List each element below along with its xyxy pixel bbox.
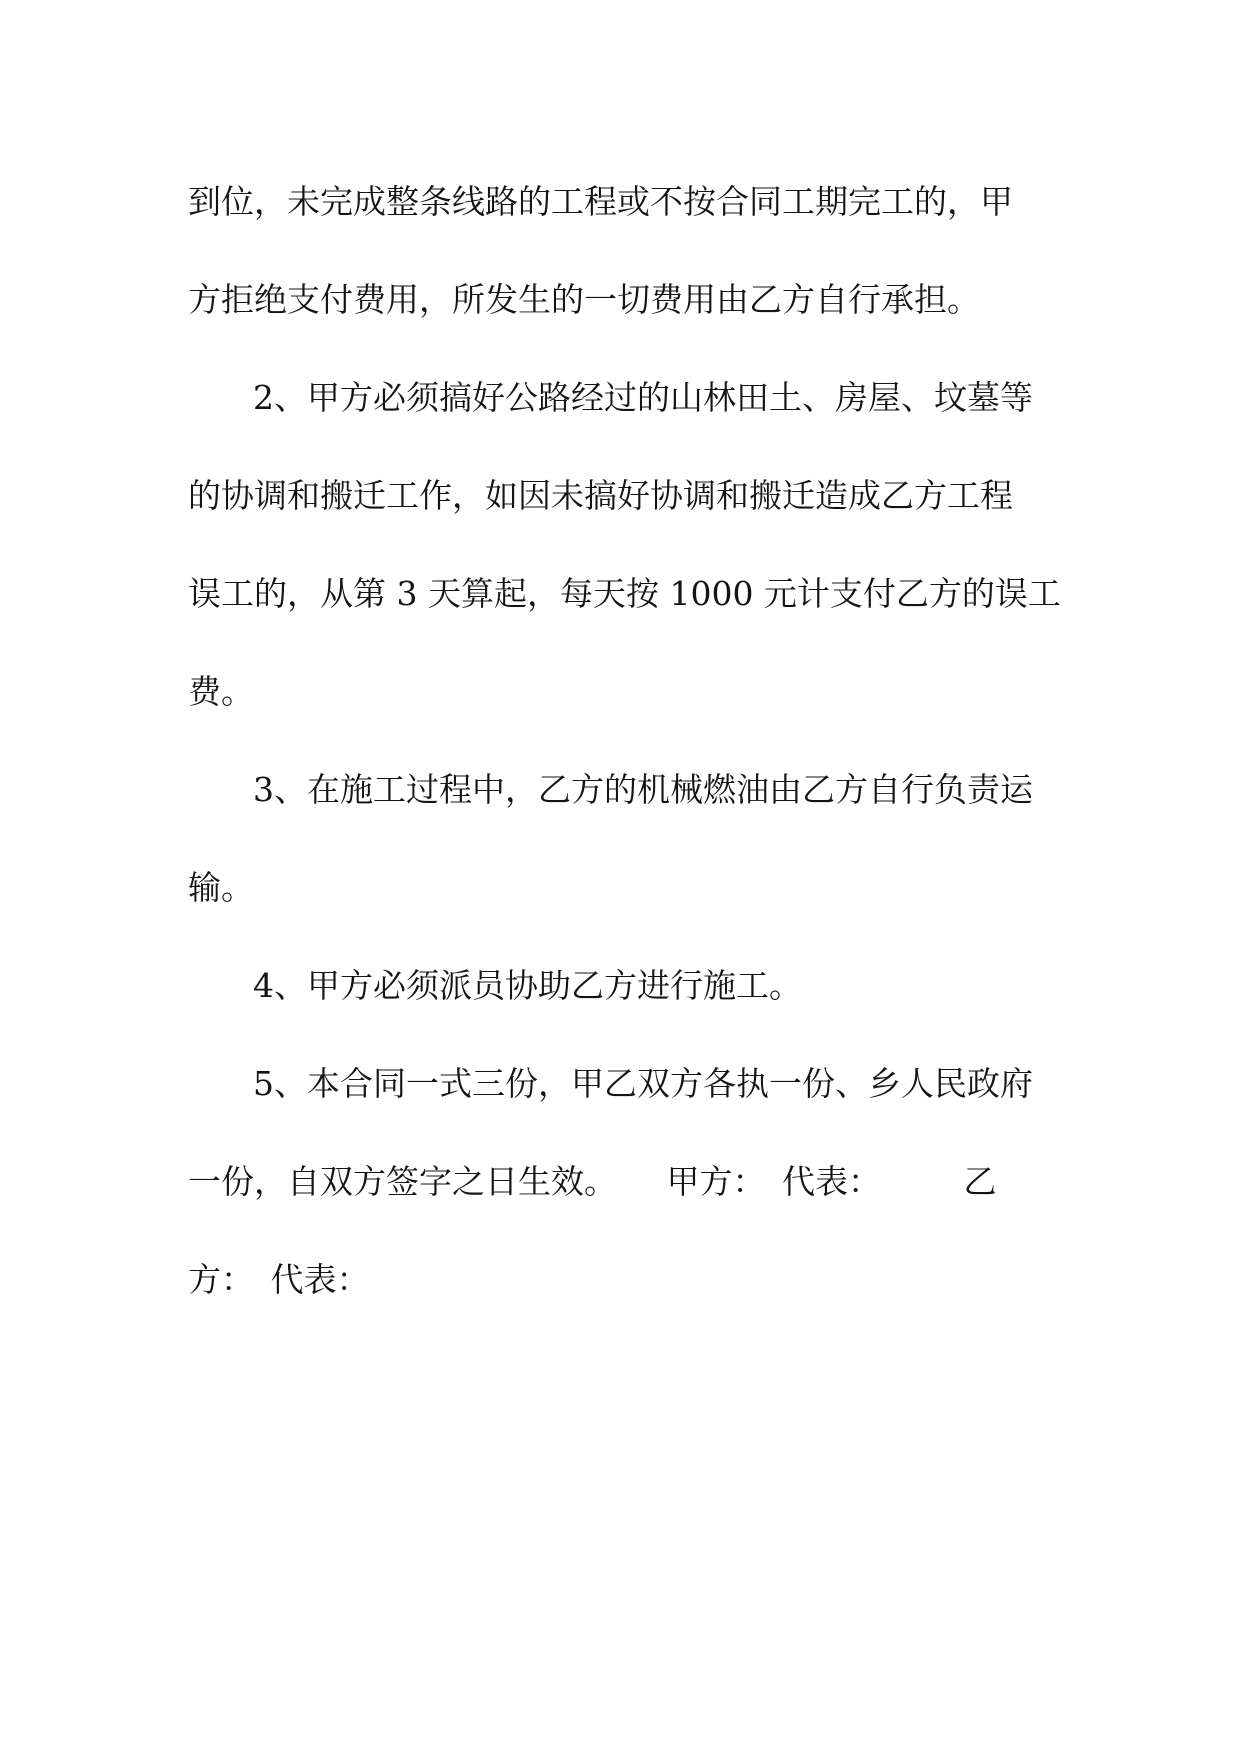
clause-2-line-1: 2、甲方必须搞好公路经过的山林田土、房屋、坟墓等 [253, 378, 1033, 417]
clause-4-line-1: 4、甲方必须派员协助乙方进行施工。 [253, 966, 802, 1005]
signature-line: 方： 代表： [188, 1260, 370, 1299]
clause-5-line-1: 5、本合同一式三份，甲乙双方各执一份、乡人民政府 [253, 1064, 1033, 1103]
clause-5-line-2: 一份，自双方签字之日生效。 甲方： 代表： 乙 [188, 1162, 997, 1201]
clause-3-line-2: 输。 [188, 868, 254, 907]
text-line-2: 方拒绝支付费用，所发生的一切费用由乙方自行承担。 [188, 280, 980, 319]
clause-2-line-4: 费。 [188, 672, 254, 711]
clause-3-line-1: 3、在施工过程中，乙方的机械燃油由乙方自行负责运 [253, 770, 1033, 809]
text-line-1: 到位，未完成整条线路的工程或不按合同工期完工的，甲 [188, 182, 1013, 221]
clause-2-line-3: 误工的，从第 3 天算起，每天按 1000 元计支付乙方的误工 [188, 574, 1061, 613]
clause-2-line-2: 的协调和搬迁工作，如因未搞好协调和搬迁造成乙方工程 [188, 476, 1013, 515]
